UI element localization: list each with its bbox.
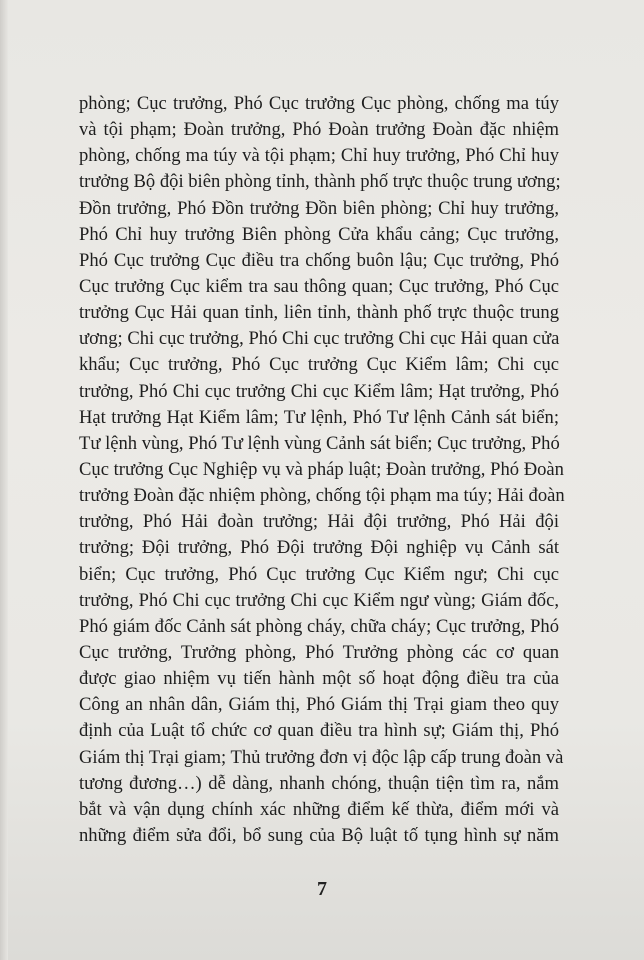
- body-text: [79, 91, 565, 849]
- text-line: được giao nhiệm vụ tiến hành một số hoạt động điều tra của: [79, 668, 559, 690]
- text-line: Giám thị Trại giam; Thủ trưởng đơn vị độc lập cấp trung đoàn và: [79, 746, 564, 768]
- text-line: bắt và vận dụng chính xác những điểm kế thừa, điểm mới và: [79, 798, 559, 820]
- text-line: tương đương…) dễ dàng, nhanh chóng, thuận tiện tìm ra, nắm: [79, 772, 559, 794]
- text-line: Phó Chỉ huy trưởng Biên phòng Cửa khẩu cảng; Cục trưởng,: [79, 223, 559, 245]
- page-gutter-shadow: [0, 0, 8, 960]
- text-line: phòng, chống ma túy và tội phạm; Chỉ huy trưởng, Phó Chỉ huy: [79, 145, 559, 167]
- text-line: Cục trưởng Cục Nghiệp vụ và pháp luật; Đoàn trưởng, Phó Đoàn: [79, 458, 564, 480]
- text-line: Phó giám đốc Cảnh sát phòng cháy, chữa cháy; Cục trưởng, Phó: [79, 615, 559, 637]
- text-line: trưởng Bộ đội biên phòng tỉnh, thành phố trực thuộc trung ương;: [79, 171, 561, 193]
- text-line: trưởng, Phó Chi cục trưởng Chi cục Kiểm lâm; Hạt trưởng, Phó: [79, 380, 559, 402]
- text-line: Tư lệnh vùng, Phó Tư lệnh vùng Cảnh sát biển; Cục trưởng, Phó: [79, 432, 560, 454]
- text-line: Cục trưởng Cục kiểm tra sau thông quan; Cục trưởng, Phó Cục: [79, 275, 559, 297]
- text-line: khẩu; Cục trưởng, Phó Cục trưởng Cục Kiểm lâm; Chi cục: [79, 354, 559, 376]
- text-line: phòng; Cục trưởng, Phó Cục trưởng Cục phòng, chống ma túy: [79, 93, 559, 114]
- text-line: Hạt trưởng Hạt Kiểm lâm; Tư lệnh, Phó Tư lệnh Cảnh sát biển;: [79, 406, 559, 428]
- text-line: và tội phạm; Đoàn trưởng, Phó Đoàn trưởng Đoàn đặc nhiệm: [79, 119, 559, 141]
- text-line: những điểm sửa đổi, bổ sung của Bộ luật tố tụng hình sự năm: [79, 824, 559, 846]
- text-line: trưởng, Phó Chi cục trưởng Chi cục Kiểm ngư vùng; Giám đốc,: [79, 589, 559, 611]
- text-line: trưởng Cục Hải quan tỉnh, liên tỉnh, thành phố trực thuộc trung: [79, 302, 559, 324]
- text-line: Cục trưởng, Trưởng phòng, Phó Trưởng phòng các cơ quan: [79, 641, 559, 663]
- text-line: trưởng Đoàn đặc nhiệm phòng, chống tội phạm ma túy; Hải đoàn: [79, 485, 565, 507]
- page-number: 7: [317, 878, 327, 900]
- text-line: Công an nhân dân, Giám thị, Phó Giám thị Trại giam theo quy: [79, 694, 559, 716]
- text-line: trưởng; Đội trưởng, Phó Đội trưởng Đội nghiệp vụ Cảnh sát: [79, 537, 559, 559]
- text-line: định của Luật tổ chức cơ quan điều tra hình sự; Giám thị, Phó: [79, 720, 559, 742]
- text-line: ương; Chi cục trưởng, Phó Chi cục trưởng Chi cục Hải quan cửa: [79, 328, 560, 350]
- text-line: Đồn trưởng, Phó Đồn trưởng Đồn biên phòng; Chỉ huy trưởng,: [79, 197, 559, 219]
- text-line: biển; Cục trưởng, Phó Cục trưởng Cục Kiểm ngư; Chi cục: [79, 563, 559, 585]
- text-line: Phó Cục trưởng Cục điều tra chống buôn lậu; Cục trưởng, Phó: [79, 249, 559, 271]
- text-line: trưởng, Phó Hải đoàn trưởng; Hải đội trưởng, Phó Hải đội: [79, 511, 559, 533]
